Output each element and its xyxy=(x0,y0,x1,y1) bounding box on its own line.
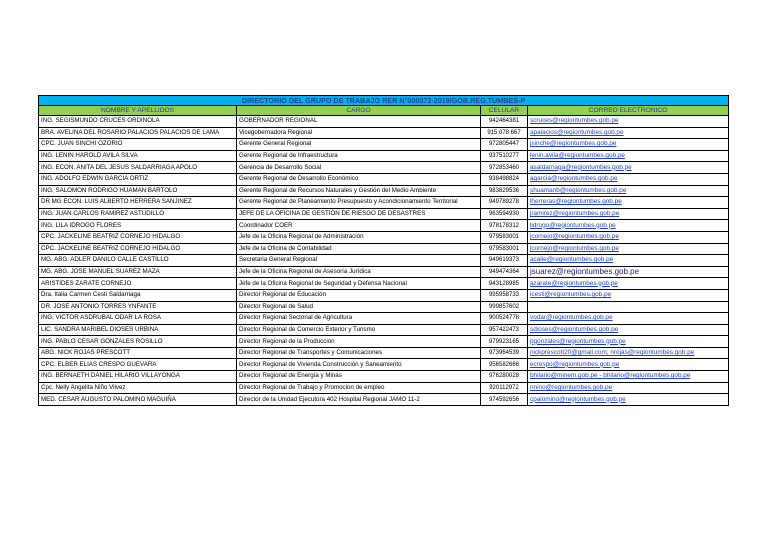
header-row xyxy=(39,106,729,116)
table-row xyxy=(39,127,729,139)
cell-cargo: Gerente Regional de Planeamiento Presupuesto y Acondicionamiento Territorial xyxy=(237,197,481,209)
cell-nombre: Cpc. Nelly Angelita Niño Vilvez xyxy=(39,382,237,394)
cell-cargo: Director Regional de Salud xyxy=(237,301,481,313)
cell-nombre: BRA. AVELINA DEL ROSARIO PALACIOS PALACIOS DE LAMA xyxy=(39,127,237,139)
table-row xyxy=(39,382,729,394)
table-row xyxy=(39,324,729,336)
cell-cargo: JEFE DE LA OFICINA DE GESTIÓN DE RIESGO DE DESASTRES xyxy=(237,208,481,220)
cell-celular: 978178312 xyxy=(481,220,528,232)
cell-celular: 972853460 xyxy=(481,162,528,174)
cell-cargo: Jefe de la Oficina Regional de Seguridad y Defensa Nacional xyxy=(237,278,481,290)
cell-celular: 973964539 xyxy=(481,347,528,359)
cell-nombre: ING. SEGISMUNDO CRUCES ORDINOLA xyxy=(39,116,237,128)
table-title: DIRECTORIO DEL GRUPO DE TRABAJO RER N°000072-2019/GOB.REG.TUMBES-P xyxy=(39,96,729,106)
cell-celular: 999857602 xyxy=(481,301,528,313)
cell-celular: 949474364 xyxy=(481,266,528,278)
cell-celular: 995958733 xyxy=(481,289,528,301)
table-row xyxy=(39,197,729,209)
cell-correo[interactable]: vodar@regiontumbes.gob.pe xyxy=(528,313,729,325)
cell-cargo: Vicegobernadora Regional xyxy=(237,127,481,139)
cell-cargo: Gerente Regional de Infraestructura xyxy=(237,150,481,162)
cell-nombre: CPC. JACKELINE BEATRIZ CORNEJO HIDALGO xyxy=(39,231,237,243)
cell-correo[interactable]: shuamanb@regiontumbes.gob.pe xyxy=(528,185,729,197)
cell-cargo: Director Regional de Educación xyxy=(237,289,481,301)
table-row xyxy=(39,266,729,278)
cell-correo[interactable]: asaldarriaga@regiontumbes.gob.pe xyxy=(528,162,729,174)
cell-correo[interactable]: lidrogo@regiontumbes.gob.pe xyxy=(528,220,729,232)
cell-nombre: ABG. NICK ROJAS PRESCOTT xyxy=(39,347,237,359)
cell-cargo: Director Regional de la Producción xyxy=(237,336,481,348)
cell-correo[interactable]: sdioses@regiontumbes.gob.pe xyxy=(528,324,729,336)
cell-cargo: Coordinador COER xyxy=(237,220,481,232)
table-row xyxy=(39,231,729,243)
cell-cargo: Gerencia de Desarrollo Social xyxy=(237,162,481,174)
cell-celular: 979923165 xyxy=(481,336,528,348)
cell-celular: 957422473 xyxy=(481,324,528,336)
table-row xyxy=(39,173,729,185)
cell-correo[interactable]: cpalomino@regiontumbes.gob.pe xyxy=(528,394,729,406)
header-correo: CORREO ELECTRONICO xyxy=(528,106,729,116)
cell-correo xyxy=(528,301,729,313)
spreadsheet xyxy=(38,95,728,406)
cell-nombre: MG. ABG. ADLER DANILO CALLE CASTILLO xyxy=(39,255,237,267)
cell-celular: 979583001 xyxy=(481,243,528,255)
table-row xyxy=(39,301,729,313)
cell-correo[interactable]: icesti@regiontumbes.gob.pe xyxy=(528,289,729,301)
cell-celular: 974592656 xyxy=(481,394,528,406)
cell-correo[interactable]: lherreras@regiontumbes.gob.pe xyxy=(528,197,729,209)
cell-correo[interactable]: jramirez@regiontumbes.gob.pe xyxy=(528,208,729,220)
cell-cargo: Director Regional de Transportes y Comunicaciones xyxy=(237,347,481,359)
cell-celular: 949789278 xyxy=(481,197,528,209)
cell-correo[interactable]: apalacios@regiontumbes.gob.pe xyxy=(528,127,729,139)
cell-correo[interactable]: lenin.avila@regiontumbes.gob.pe xyxy=(528,150,729,162)
table-row xyxy=(39,139,729,151)
cell-nombre: ING. LILA IDROGO FLORES xyxy=(39,220,237,232)
cell-cargo: Director Regional de Vivienda Construcción y Saneamiento xyxy=(237,359,481,371)
cell-nombre: ING. PABLO CESAR GONZALES ROSILLO xyxy=(39,336,237,348)
cell-nombre: ING. LENIN HAROLD AVILA SILVA xyxy=(39,150,237,162)
cell-celular: 937510277 xyxy=(481,150,528,162)
cell-correo[interactable]: jsuarez@regiontumbes.gob.pe xyxy=(528,266,729,278)
table-row xyxy=(39,359,729,371)
cell-correo[interactable]: jsinche@regiontumbes.gob.pe xyxy=(528,139,729,151)
cell-celular: 920112972 xyxy=(481,382,528,394)
cell-celular: 956582666 xyxy=(481,359,528,371)
table-row xyxy=(39,394,729,406)
cell-celular: 963594930 xyxy=(481,208,528,220)
cell-nombre: ING. ADOLFO EDWIN GARCIA ORTIZ xyxy=(39,173,237,185)
cell-correo[interactable]: azarate@regiontumbes.gob.pe xyxy=(528,278,729,290)
cell-correo[interactable]: jcornejo@regiontumbes.gob.pe xyxy=(528,231,729,243)
cell-correo[interactable]: jcornejo@regiontumbes.gob.pe xyxy=(528,243,729,255)
table-row xyxy=(39,278,729,290)
table-row xyxy=(39,255,729,267)
cell-cargo: Gerente Regional de Recursos Naturales y Gestión del Medio Ambiente xyxy=(237,185,481,197)
cell-cargo: Director Regional de Comercio Exterior y Turismo xyxy=(237,324,481,336)
cell-cargo: GOBERNADOR REGIONAL xyxy=(237,116,481,128)
cell-cargo: Director Regional de Energía y Minas xyxy=(237,371,481,383)
cell-cargo: Jefe de la Oficina Regional de Asesoría Jurídica xyxy=(237,266,481,278)
table-row xyxy=(39,289,729,301)
cell-celular: 949619373 xyxy=(481,255,528,267)
cell-cargo: Jefe de la Oficina Regional de Administración xyxy=(237,231,481,243)
cell-cargo: Jefe de la Oficina de Contabilidad xyxy=(237,243,481,255)
cell-cargo: Gerente Regional de Desarrollo Económico xyxy=(237,173,481,185)
cell-correo[interactable]: acalle@regiontumbes.gob.pe xyxy=(528,255,729,267)
cell-cargo: Director Regional de Trabajo y Promocion de empleo xyxy=(237,382,481,394)
cell-celular: 983829536 xyxy=(481,185,528,197)
cell-celular: 938498824 xyxy=(481,173,528,185)
cell-nombre: MG. ABG. JOSE MANUEL SUAREZ MAZA xyxy=(39,266,237,278)
header-nombre: NOMBRE Y APELLIDOS xyxy=(39,106,237,116)
cell-correo[interactable]: ecrespo@regiontumbes.gob.pe xyxy=(528,359,729,371)
cell-cargo: Gerente General Regional xyxy=(237,139,481,151)
cell-celular: 915 078 667 xyxy=(481,127,528,139)
cell-celular: 943128985 xyxy=(481,278,528,290)
table-row xyxy=(39,208,729,220)
cell-nombre: ING. ECON. ANITA DEL JESUS SALDARRIAGA APOLO xyxy=(39,162,237,174)
table-row xyxy=(39,150,729,162)
cell-nombre: ING. BERNAETH DANIEL HILARIO VILLAYONGA xyxy=(39,371,237,383)
table-row xyxy=(39,116,729,128)
table-row xyxy=(39,371,729,383)
cell-nombre: DR. JOSE ANTONIO TORRES YNFANTE xyxy=(39,301,237,313)
cell-correo[interactable]: nickprescott20@gmail.com; nrojas@regiontumbes.gob.pe xyxy=(528,347,729,359)
cell-celular: 972805447 xyxy=(481,139,528,151)
cell-celular: 979583001 xyxy=(481,231,528,243)
cell-nombre: CPC. JUAN SINCHI OZORIO xyxy=(39,139,237,151)
cell-nombre: ING. JUAN CARLOS RAMIREZ ASTUDILLO xyxy=(39,208,237,220)
cell-nombre: Dra. Italia Carmen Cesti Saldarriaga xyxy=(39,289,237,301)
cell-nombre: LIC. SANDRA MARIBEL DIOSES URBINA xyxy=(39,324,237,336)
directory-table xyxy=(38,95,729,406)
cell-celular: 942464381 xyxy=(481,116,528,128)
cell-correo[interactable]: pgonzales@regiontumbes.gob.pe xyxy=(528,336,729,348)
cell-cargo: Secretaria General Regional xyxy=(237,255,481,267)
header-cargo: CARGO xyxy=(237,106,481,116)
table-row xyxy=(39,336,729,348)
table-row xyxy=(39,185,729,197)
cell-cargo: Director Regional Sectorial de Agricultura xyxy=(237,313,481,325)
cell-correo[interactable]: nnino@regiontumbes.gob.pe xyxy=(528,382,729,394)
cell-nombre: ING. VICTOR ASDRUBAL ODAR LA ROSA xyxy=(39,313,237,325)
cell-celular: 900524778 xyxy=(481,313,528,325)
cell-celular: 976280028 xyxy=(481,371,528,383)
table-body xyxy=(39,116,729,406)
table-row xyxy=(39,313,729,325)
cell-nombre: ARISTIDES ZARATE CORNEJO xyxy=(39,278,237,290)
table-row xyxy=(39,243,729,255)
header-celular: CELULAR xyxy=(481,106,528,116)
table-row xyxy=(39,347,729,359)
cell-nombre: CPC. ELBER ELIAS CRESPO GUEVARA xyxy=(39,359,237,371)
cell-nombre: MED. CESAR AUGUSTO PALOMINO MAGUIÑA xyxy=(39,394,237,406)
title-row xyxy=(39,96,729,106)
table-row xyxy=(39,220,729,232)
table-row xyxy=(39,162,729,174)
cell-nombre: ING. SALOMON RODRIGO HUAMAN BARTOLO xyxy=(39,185,237,197)
cell-nombre: DR MG ECON. LUIS ALBERTO HERRERA SANJINEZ xyxy=(39,197,237,209)
cell-correo[interactable]: agarcia@regiontumbes.gob.pe xyxy=(528,173,729,185)
cell-cargo: Director de la Unidad Ejecutora 402 Hospital Regional JAMO 11-2 xyxy=(237,394,481,406)
cell-nombre: CPC. JACKELINE BEATRIZ CORNEJO HIDALGO xyxy=(39,243,237,255)
cell-correo[interactable]: scruces@regiontumbes.gob.pe xyxy=(528,116,729,128)
cell-correo[interactable]: bhilario@minem.gob.pe - bhilario@regiontumbes.gob.pe xyxy=(528,371,729,383)
